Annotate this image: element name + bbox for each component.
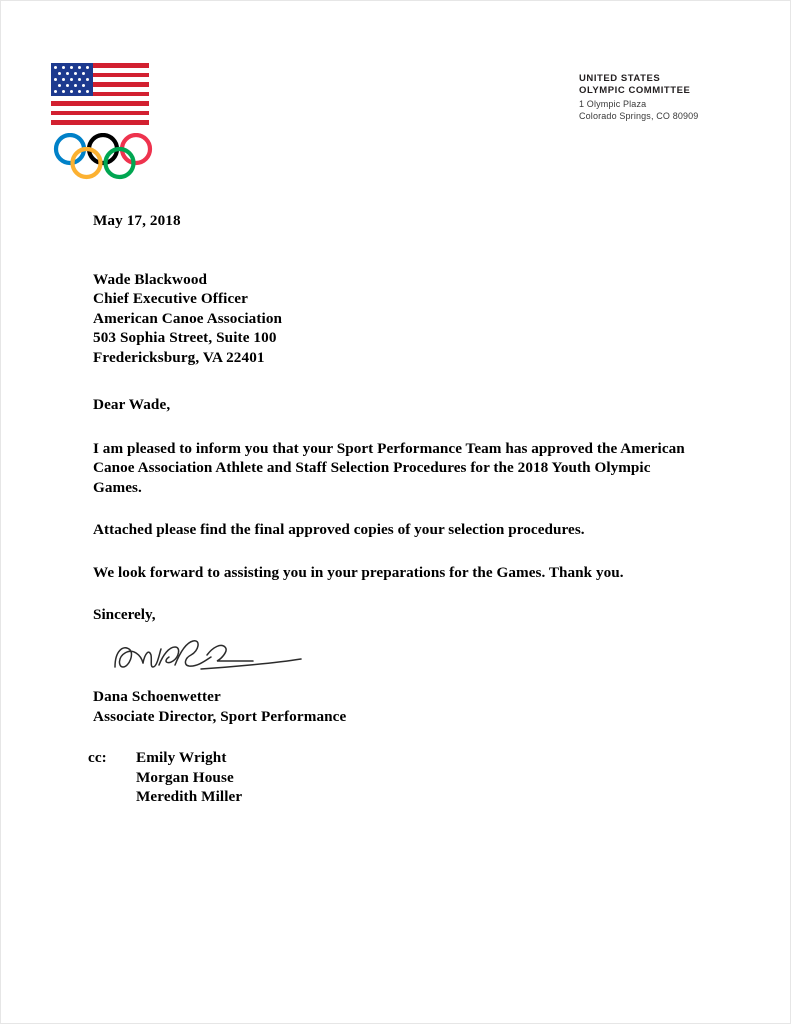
signer-name: Dana Schoenwetter: [93, 687, 221, 705]
paragraph-2: Attached please find the final approved copies of your selection procedures.: [93, 521, 585, 539]
organization-line1: UNITED STATES: [579, 73, 661, 84]
closing: Sincerely,: [93, 606, 156, 624]
cc-recipient: Morgan House: [136, 768, 234, 786]
signer-title: Associate Director, Sport Performance: [93, 707, 347, 725]
letter-body: [88, 211, 713, 807]
paragraph-1: I am pleased to inform you that your Sport Performance Team has approved the American Canoe Association Athlete and Staff Selection Procedures for the 2018 Youth Olympic Games.: [93, 439, 685, 496]
letterhead: [1, 1, 791, 201]
organization-line2: OLYMPIC COMMITTEE: [579, 84, 691, 96]
usoc-logo: [51, 63, 161, 193]
cc-block: [88, 748, 713, 807]
flag-canton: [51, 63, 93, 96]
recipient-title: Chief Executive Officer: [93, 290, 248, 308]
cc-recipient: Meredith Miller: [136, 788, 243, 806]
signature-image: [101, 625, 321, 687]
salutation: Dear Wade,: [93, 396, 171, 414]
organization-address-line1: 1 Olympic Plaza: [579, 99, 647, 109]
recipient-address-block: [93, 270, 713, 368]
recipient-organization: American Canoe Association: [93, 309, 283, 327]
organization-block: [579, 73, 779, 122]
recipient-street: 503 Sophia Street, Suite 100: [93, 329, 277, 347]
recipient-city-state-zip: Fredericksburg, VA 22401: [93, 348, 265, 366]
recipient-name: Wade Blackwood: [93, 270, 208, 288]
olympic-rings-icon: [53, 133, 157, 181]
cc-recipients: [136, 748, 242, 807]
usa-flag-icon: [51, 63, 149, 125]
cc-label: cc:: [88, 749, 107, 767]
signer-block: [93, 687, 713, 726]
cc-recipient: Emily Wright: [136, 749, 227, 767]
paragraph-3: We look forward to assisting you in your preparations for the Games. Thank you.: [93, 563, 624, 581]
letter-date: May 17, 2018: [93, 212, 181, 229]
organization-address-line2: Colorado Springs, CO 80909: [579, 111, 699, 121]
